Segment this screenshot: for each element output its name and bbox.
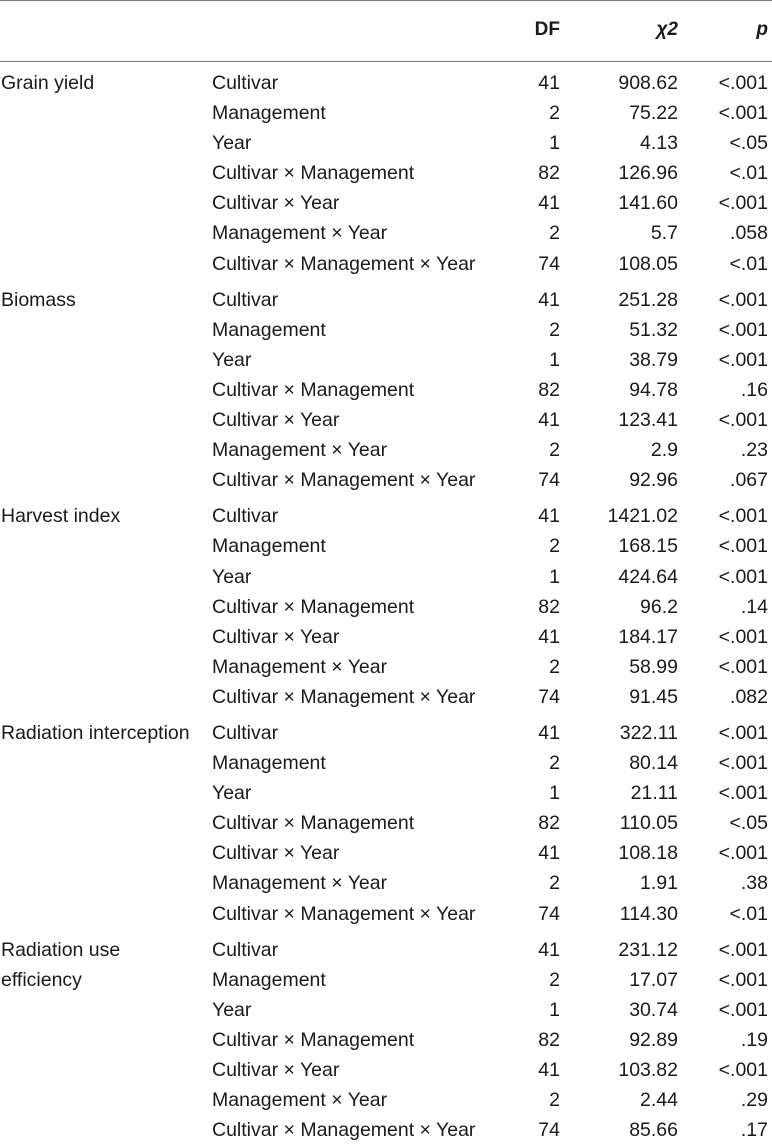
df-cell: 82 [538,1028,560,1051]
chi-square-cell: 1421.02 [607,505,678,528]
table-row [0,868,772,898]
df-cell: 2 [549,222,560,245]
factor-cell: Cultivar × Year [212,1059,340,1081]
factor-cell: Cultivar × Management × Year [212,1119,476,1142]
table-group [0,495,772,712]
df-cell: 74 [538,902,560,925]
table-row [0,465,772,495]
p-value-cell: <.01 [729,162,768,185]
factor-cell: Management × Year [212,872,388,895]
df-cell: 41 [538,842,560,865]
factor-cell: Cultivar [212,938,279,961]
p-value-cell: <.001 [718,192,768,215]
table-header [0,1,772,61]
table-row [0,1115,772,1145]
p-value-cell: <.001 [718,842,768,865]
table-row [0,98,772,128]
factor-cell: Management × Year [212,222,388,245]
df-cell: 74 [538,1119,560,1142]
chi-square-cell: 126.96 [618,162,678,185]
chi-square-cell: 94.78 [629,378,678,401]
df-cell: 41 [538,1059,560,1081]
chi-square-cell: 58.99 [629,655,678,678]
factor-cell: Cultivar × Year [212,842,340,865]
p-value-cell: <.01 [729,902,768,925]
table-row [0,778,772,808]
table-row [0,838,772,868]
df-cell: 2 [549,439,560,462]
chi-square-cell: 85.66 [629,1119,678,1142]
group-label: Harvest index [1,505,121,528]
p-value-cell: .19 [740,1028,768,1051]
chi-square-cell: 2.9 [650,439,678,462]
p-value-cell: <.001 [718,782,768,805]
factor-cell: Management [212,535,326,558]
table-row [0,748,772,778]
p-value-cell: <.001 [718,348,768,371]
df-cell: 2 [549,872,560,895]
factor-cell: Cultivar × Management × Year [212,685,476,708]
df-cell: 82 [538,595,560,618]
table-row [0,622,772,652]
p-value-cell: .14 [740,595,768,618]
p-value-cell: <.001 [718,535,768,558]
table-group [0,279,772,496]
factor-cell: Cultivar × Management × Year [212,902,476,925]
chi-square-cell: 908.62 [618,72,678,94]
factor-cell: Management × Year [212,655,388,678]
p-value-cell: <.05 [729,132,768,155]
header-p: p [756,19,768,40]
table-group [0,62,772,279]
p-value-cell: <.001 [718,625,768,648]
chi-square-cell: 103.82 [618,1059,678,1081]
factor-cell: Cultivar × Management [212,812,415,835]
chi-square-cell: 92.96 [629,469,678,492]
factor-cell: Cultivar [212,72,279,94]
table-row [0,435,772,465]
chi-square-cell: 4.13 [640,132,678,155]
group-label: Radiation use efficiency [1,938,121,991]
df-cell: 82 [538,812,560,835]
p-value-cell: .082 [730,685,768,708]
df-cell: 2 [549,1089,560,1112]
chi-square-cell: 17.07 [629,968,678,991]
factor-cell: Cultivar [212,505,279,528]
p-value-cell: .058 [730,222,768,245]
factor-cell: Cultivar × Year [212,625,340,648]
chi-square-cell: 30.74 [629,998,678,1021]
p-value-cell: <.001 [718,505,768,528]
df-cell: 41 [538,505,560,528]
factor-cell: Cultivar × Year [212,409,340,432]
factor-cell: Year [212,132,252,155]
p-value-cell: <.001 [718,998,768,1021]
table-row [0,995,772,1025]
table-row [0,1055,772,1085]
chi-square-cell: 168.15 [618,535,678,558]
group-label: Grain yield [1,72,95,94]
factor-cell: Cultivar [212,288,279,311]
p-value-cell: <.001 [718,72,768,94]
factor-cell: Cultivar × Management × Year [212,469,476,492]
factor-cell: Management × Year [212,1089,388,1112]
chi-square-cell: 51.32 [629,318,678,341]
df-cell: 1 [549,132,560,155]
factor-cell: Year [212,565,252,588]
chi-square-cell: 108.18 [618,842,678,865]
table-row [0,218,772,248]
table-row [0,562,772,592]
group-label: Radiation interception [1,721,190,744]
chi-square-cell: 424.64 [618,565,678,588]
chi-square-cell: 96.2 [640,595,678,618]
df-cell: 41 [538,721,560,744]
p-value-cell: <.001 [718,968,768,991]
p-value-cell: <.01 [729,252,768,275]
chi-square-cell: 141.60 [618,192,678,215]
group-label: Biomass [1,288,76,311]
header-chi-square: χ2 [656,19,678,40]
p-value-cell: <.001 [718,288,768,311]
chi-square-cell: 80.14 [629,752,678,775]
chi-square-cell: 21.11 [630,782,678,805]
p-value-cell: <.001 [718,102,768,125]
chi-square-cell: 5.7 [650,222,678,245]
table-row [0,375,772,405]
df-cell: 41 [538,409,560,432]
df-cell: 2 [549,655,560,678]
chi-square-cell: 123.41 [618,409,678,432]
chi-square-cell: 75.22 [629,102,678,125]
df-cell: 41 [538,288,560,311]
p-value-cell: <.001 [718,655,768,678]
factor-cell: Management [212,102,326,125]
p-value-cell: <.001 [718,752,768,775]
chi-square-cell: 108.05 [618,252,678,275]
p-value-cell: .16 [740,378,768,401]
table-row [0,1085,772,1115]
chi-square-cell: 91.45 [629,685,678,708]
table-row [0,315,772,345]
table-row [0,405,772,435]
p-value-cell: .23 [740,439,768,462]
p-value-cell: <.001 [718,565,768,588]
table-row [0,158,772,188]
df-cell: 82 [538,162,560,185]
factor-cell: Management × Year [212,439,388,462]
factor-cell: Year [212,998,252,1021]
factor-cell: Cultivar × Management [212,595,415,618]
table-row [0,1025,772,1055]
df-cell: 41 [538,192,560,215]
chi-square-cell: 110.05 [619,812,678,835]
table-group [0,712,772,929]
p-value-cell: <.001 [718,409,768,432]
factor-cell: Year [212,348,252,371]
df-cell: 1 [549,998,560,1021]
table-body [0,62,772,1145]
table-row [0,531,772,561]
df-cell: 74 [538,469,560,492]
p-value-cell: <.05 [729,812,768,835]
df-cell: 2 [549,535,560,558]
factor-cell: Cultivar × Year [212,192,340,215]
table-row [0,345,772,375]
p-value-cell: .38 [740,872,768,895]
chi-square-cell: 2.44 [640,1089,678,1112]
df-cell: 82 [538,378,560,401]
factor-cell: Cultivar × Management [212,1028,415,1051]
df-cell: 2 [549,102,560,125]
p-value-cell: <.001 [718,1059,768,1081]
factor-cell: Year [212,782,252,805]
chi-square-cell: 251.28 [618,288,678,311]
table-row [0,592,772,622]
df-cell: 2 [549,968,560,991]
table-row [0,249,772,279]
table-row [0,808,772,838]
chi-square-cell: 231.12 [618,938,678,961]
p-value-cell: <.001 [718,721,768,744]
p-value-cell: <.001 [718,938,768,961]
df-cell: 41 [538,625,560,648]
factor-cell: Cultivar × Management × Year [212,252,476,275]
table-row [0,682,772,712]
df-cell: 41 [538,72,560,94]
p-value-cell: .17 [740,1119,768,1142]
df-cell: 1 [549,348,560,371]
df-cell: 74 [538,252,560,275]
table-row [0,188,772,218]
factor-cell: Cultivar [212,721,279,744]
df-cell: 1 [549,782,560,805]
df-cell: 2 [549,318,560,341]
chi-square-cell: 92.89 [629,1028,678,1051]
table-group [0,929,772,1145]
df-cell: 2 [549,752,560,775]
df-cell: 74 [538,685,560,708]
df-cell: 1 [549,565,560,588]
p-value-cell: .29 [740,1089,768,1112]
chi-square-cell: 184.17 [618,625,678,648]
table-row [0,652,772,682]
p-value-cell: <.001 [718,318,768,341]
header-df: DF [534,19,560,40]
factor-cell: Cultivar × Management [212,378,415,401]
table-row [0,899,772,929]
factor-cell: Cultivar × Management [212,162,415,185]
chi-square-cell: 114.30 [619,902,678,925]
chi-square-cell: 322.11 [619,721,678,744]
df-cell: 41 [538,938,560,961]
chi-square-cell: 1.91 [640,872,678,895]
factor-cell: Management [212,968,326,991]
p-value-cell: .067 [730,469,768,492]
chi-square-cell: 38.79 [629,348,678,371]
factor-cell: Management [212,752,326,775]
factor-cell: Management [212,318,326,341]
table-row [0,128,772,158]
